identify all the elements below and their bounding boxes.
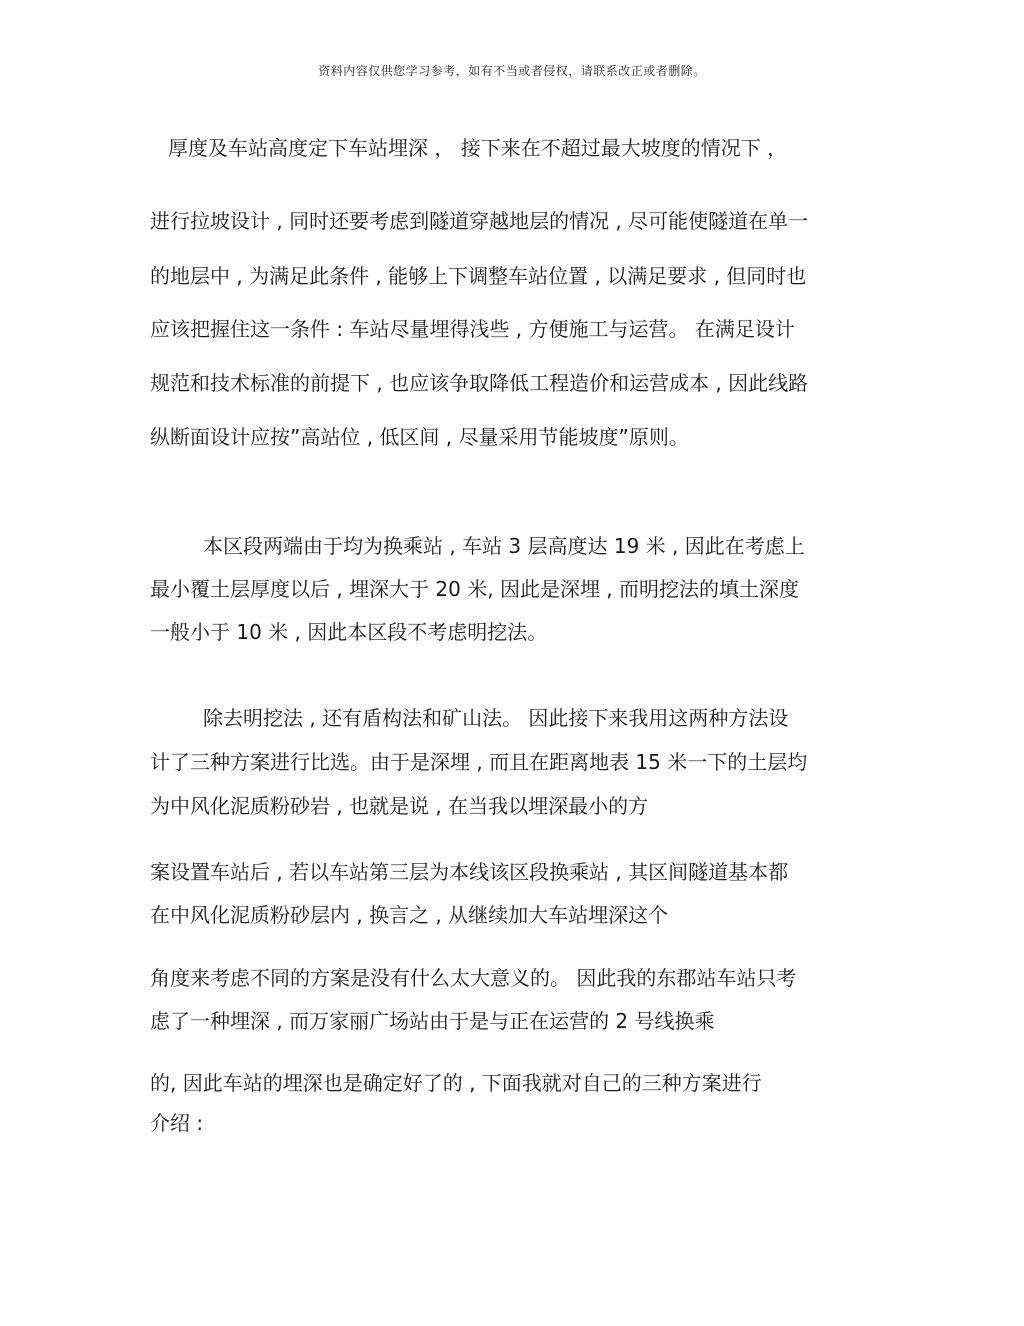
text-line: 规范和技术标准的前提下 , 也应该争取降低工程造价和运营成本 , 因此线路 [150, 371, 809, 395]
text-line: 案设置车站后 , 若以车站第三层为本线该区段换乘站 , 其区间隧道基本都 [150, 860, 789, 884]
text-line: 介绍 : [150, 1111, 204, 1135]
text-line: 应该把握住这一条件 : 车站尽量埋得浅些 , 方便施工与运营。 在满足设计 [150, 317, 795, 341]
header-disclaimer: 资料内容仅供您学习参考，如有不当或者侵权，请联系改正或者删除。 [318, 64, 706, 78]
text-line: 厚度及车站高度定下车站埋深 ， 接下来在不超过最大坡度的情况下 ， [168, 136, 788, 160]
text-line: 最小覆土层厚度以后 , 埋深大于 20 米, 因此是深埋 , 而明挖法的填土深度 [150, 577, 800, 601]
text-line: 纵断面设计应按”高站位 , 低区间 , 尽量采用节能坡度”原则。 [150, 425, 689, 449]
text-line: 角度来考虑不同的方案是没有什么太大意义的。 因此我的东郡站车站只考 [150, 966, 797, 990]
text-line: 在中风化泥质粉砂层内 , 换言之 , 从继续加大车站埋深这个 [150, 903, 669, 927]
text-line: 一般小于 10 米 , 因此本区段不考虑明挖法。 [150, 620, 548, 644]
text-line: 虑了一种埋深 , 而万家丽广场站由于是与正在运营的 2 号线换乘 [150, 1009, 715, 1033]
text-line: 本区段两端由于均为换乘站 , 车站 3 层高度达 19 米 , 因此在考虑上 [203, 534, 805, 558]
text-line: 为中风化泥质粉砂岩 , 也就是说 , 在当我以埋深最小的方 [150, 794, 649, 818]
text-line: 的, 因此车站的埋深也是确定好了的 , 下面我就对自己的三种方案进行 [150, 1071, 762, 1095]
text-line: 的地层中 , 为满足此条件 , 能够上下调整车站位置 , 以满足要求 , 但同时也 [150, 264, 807, 288]
text-line: 计了三种方案进行比选。由于是深埋 , 而且在距离地表 15 米一下的土层均 [150, 750, 808, 774]
text-line: 进行拉坡设计 , 同时还要考虑到隧道穿越地层的情况 , 尽可能使隧道在单一 [150, 209, 809, 233]
text-line: 除去明挖法 , 还有盾构法和矿山法。 因此接下来我用这两种方法设 [203, 706, 789, 730]
